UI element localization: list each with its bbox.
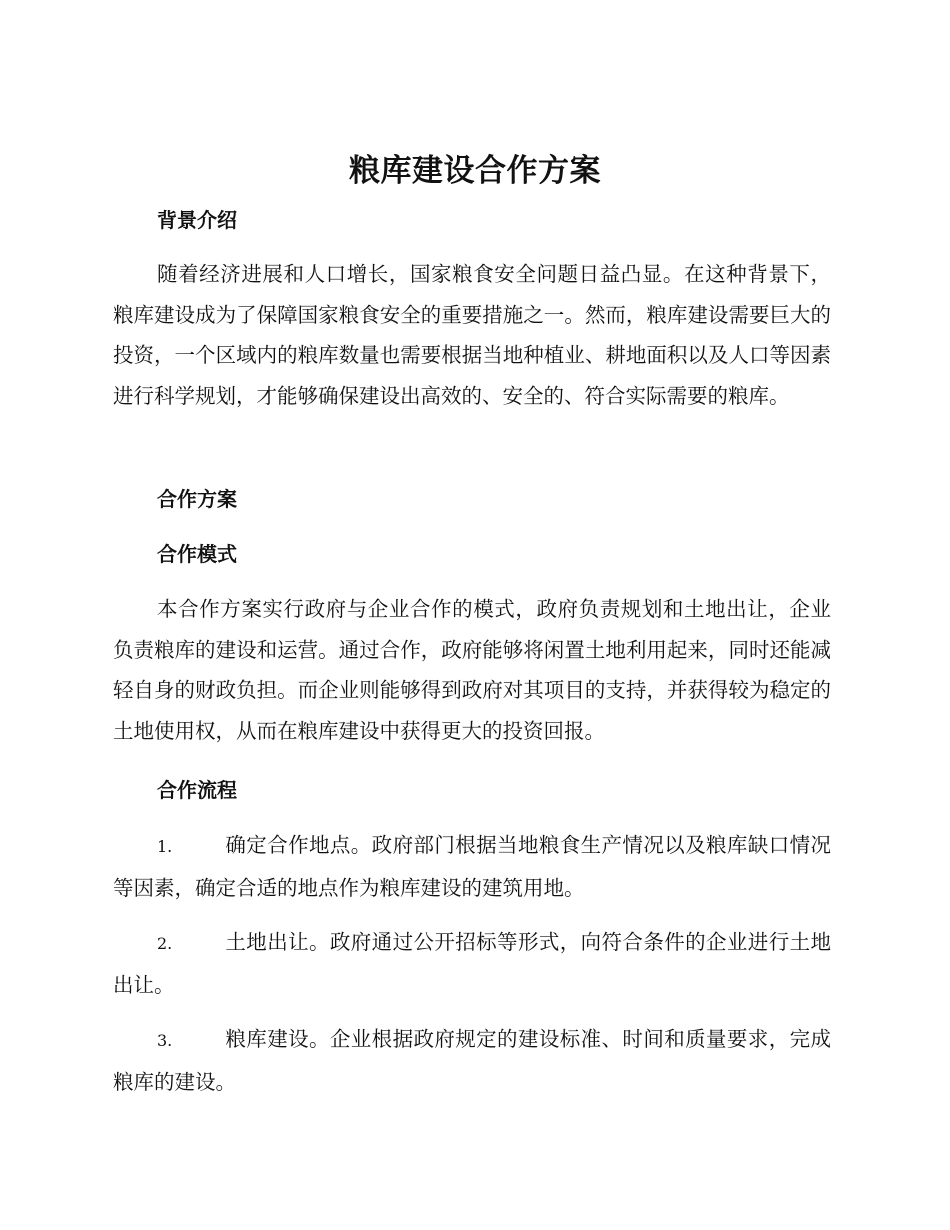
list-item-text: 确定合作地点。政府部门根据当地粮食生产情况以及粮库缺口情况等因素，确定合适的地点作为粮库建设的建筑用地。 [113, 833, 831, 900]
paragraph-mode: 本合作方案实行政府与企业合作的模式，政府负责规划和土地出让，企业负责粮库的建设和运营。通过合作，政府能够将闲置土地利用起来，同时还能减轻自身的财政负担。而企业则能够得到政府对其项目的支持，并获得较为稳定的土地使用权，从而在粮库建设中获得更大的投资回报。 [113, 597, 831, 743]
list-number: 3. [157, 1031, 173, 1050]
list-number: 2. [157, 934, 173, 953]
section-heading-process: 合作流程 [157, 778, 237, 802]
paragraph-background: 随着经济进展和人口增长，国家粮食安全问题日益凸显。在这种背景下，粮库建设成为了保障国家粮食安全的重要措施之一。然而，粮库建设需要巨大的投资，一个区域内的粮库数量也需要根据当地种植业、耕地面积以及人口等因素进行科学规划，才能够确保建设出高效的、安全的、符合实际需要的粮库。 [113, 262, 831, 408]
section-heading-mode: 合作模式 [157, 542, 237, 566]
list-item-2 [113, 922, 831, 1005]
section-heading-plan: 合作方案 [157, 487, 237, 511]
list-number: 1. [157, 837, 173, 856]
list-item-1 [113, 825, 831, 908]
document-title: 粮库建设合作方案 [349, 153, 601, 189]
list-item-text: 土地出让。政府通过公开招标等形式，向符合条件的企业进行土地出让。 [113, 930, 831, 997]
list-item-text: 粮库建设。企业根据政府规定的建设标准、时间和质量要求，完成粮库的建设。 [113, 1027, 831, 1094]
section-heading-background: 背景介绍 [157, 208, 237, 232]
list-item-3 [113, 1019, 831, 1102]
